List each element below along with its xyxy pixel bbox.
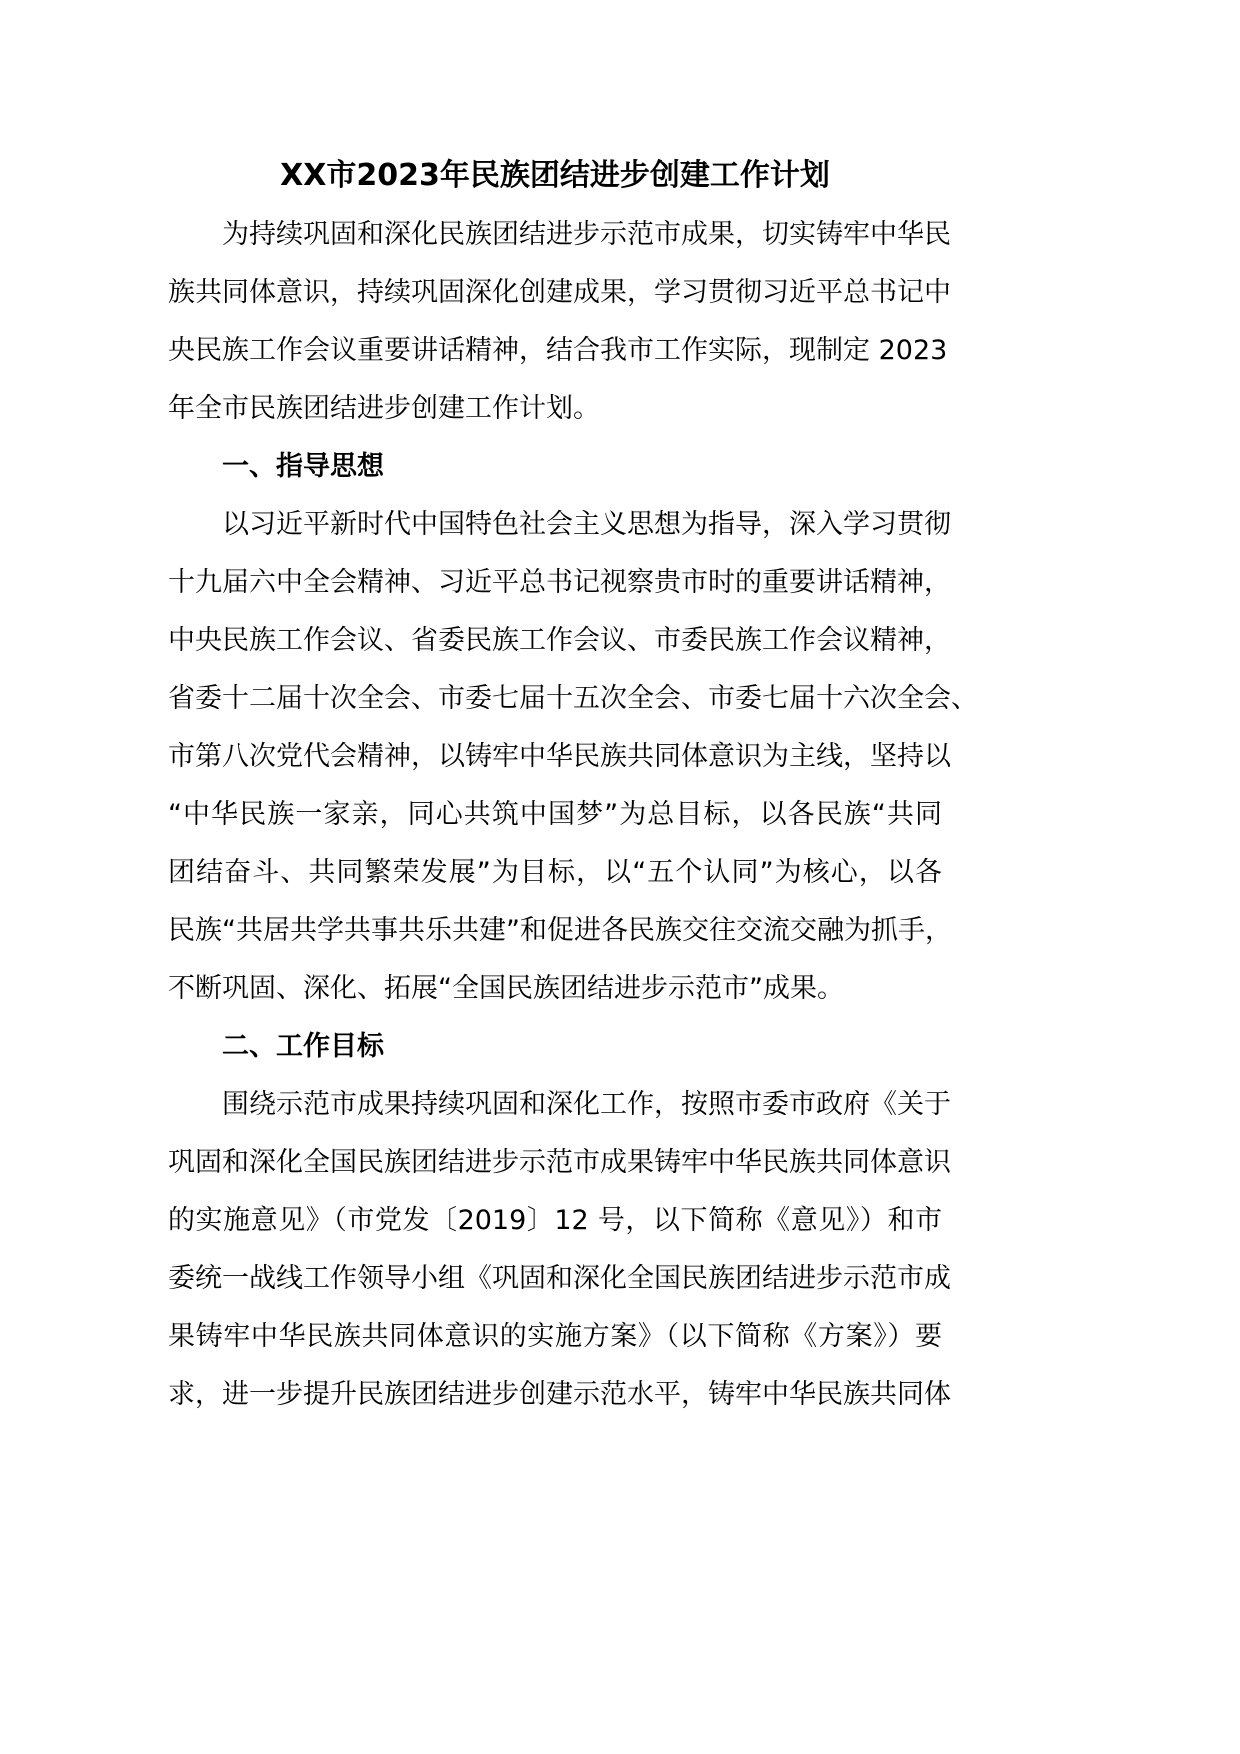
paragraph-line: 不断巩固、深化、拓展“全国民族团结进步示范市”成果。 xyxy=(168,973,844,1004)
section-heading xyxy=(168,446,942,504)
paragraph xyxy=(168,504,978,1026)
paragraph-line: 年全市民族团结进步创建工作计划。 xyxy=(168,393,600,424)
paragraph xyxy=(168,1084,951,1432)
paragraph-line: 族共同体意识，持续巩固深化创建成果，学习贯彻习近平总书记中 xyxy=(168,277,951,308)
paragraph-line: 市第八次党代会精神，以铸牢中华民族共同体意识为主线，坚持以 xyxy=(168,741,951,772)
heading-text: 二、工作目标 xyxy=(222,1031,384,1062)
paragraph-line: 果铸牢中华民族共同体意识的实施方案》（以下简称《方案》）要 xyxy=(168,1321,942,1352)
paragraph-line: 民族“共居共学共事共乐共建”和促进各民族交往交流交融为抓手， xyxy=(168,915,952,946)
heading-text: 一、指导思想 xyxy=(222,451,384,482)
paragraph-line: 委统一战线工作领导小组《巩固和深化全国民族团结进步示范市成 xyxy=(168,1263,951,1294)
paragraph-line: 中央民族工作会议、省委民族工作会议、市委民族工作会议精神， xyxy=(168,625,951,656)
paragraph-line: 央民族工作会议重要讲话精神，结合我市工作实际，现制定 2023 xyxy=(168,335,948,366)
section-heading xyxy=(168,1026,942,1084)
paragraph-line: 为持续巩固和深化民族团结进步示范市成果，切实铸牢中华民 xyxy=(222,219,951,250)
paragraph-line: 团结奋斗、共同繁荣发展”为目标，以“五个认同”为核心，以各 xyxy=(168,857,942,888)
paragraph-line: 的实施意见》（市党发〔2019〕12 号，以下简称《意见》）和市 xyxy=(168,1205,942,1236)
paragraph xyxy=(168,214,951,446)
paragraph-line: 十九届六中全会精神、习近平总书记视察贵市时的重要讲话精神， xyxy=(168,567,951,598)
document-title: XX市2023年民族团结进步创建工作计划 xyxy=(280,158,830,193)
paragraph-line: 求，进一步提升民族团结进步创建示范水平，铸牢中华民族共同体 xyxy=(168,1379,951,1410)
paragraph-line: 围绕示范市成果持续巩固和深化工作，按照市委市政府《关于 xyxy=(222,1089,951,1120)
document-body xyxy=(168,214,978,1432)
paragraph-line: 省委十二届十次全会、市委七届十五次全会、市委七届十六次全会、 xyxy=(168,683,978,714)
paragraph-line: 巩固和深化全国民族团结进步示范市成果铸牢中华民族共同体意识 xyxy=(168,1147,951,1178)
paragraph-line: 以习近平新时代中国特色社会主义思想为指导，深入学习贯彻 xyxy=(222,509,951,540)
paragraph-line: “中华民族一家亲，同心共筑中国梦”为总目标，以各民族“共同 xyxy=(168,799,942,830)
